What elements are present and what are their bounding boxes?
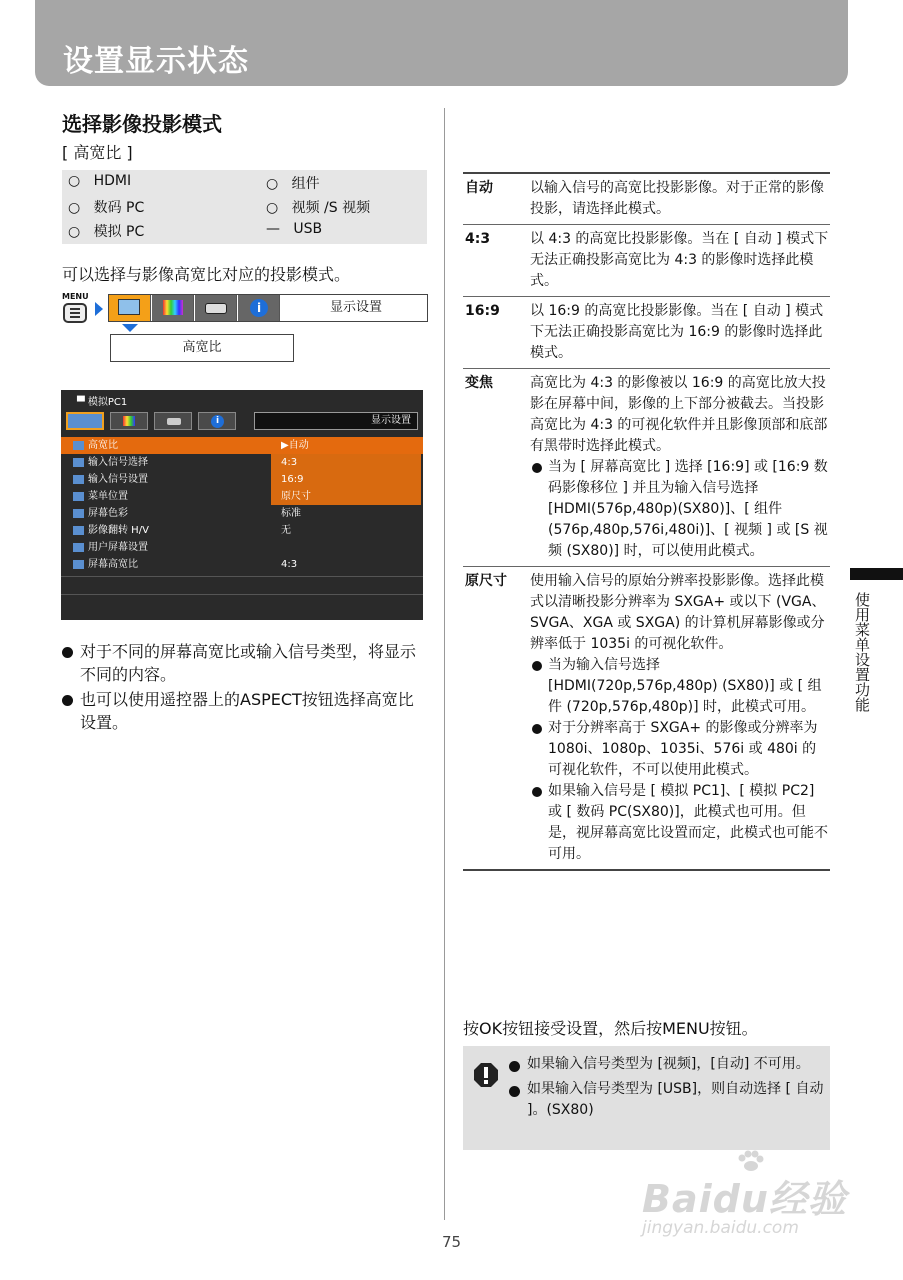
mode-name: 自动 [465, 180, 493, 196]
osd-color-tab-icon [110, 412, 148, 430]
osd-row: 菜单位置 原尺寸 [61, 488, 423, 505]
caution-box [463, 1046, 830, 1150]
mode-name: 变焦 [465, 375, 493, 391]
intro-text: 可以选择与影像高宽比对应的投影模式。 [62, 265, 351, 284]
table-row [463, 174, 830, 225]
mode-description: 高宽比为 4:3 的影像被以 16:9 的高宽比放大投影在屏幕中间，影像的上下部分被截去。当投影高宽比为 4:3 的可视化软件并且影像顶部和底部有黑带时选择此模式。 [530, 375, 828, 454]
aspect-mode-table [463, 172, 830, 871]
osd-input-title: ▀ 模拟PC1 [77, 397, 128, 408]
osd-row: 输入信号选择 4:3 [61, 454, 423, 471]
menu-sub-label: 高宽比 [110, 334, 294, 362]
menu-path-diagram [62, 292, 428, 364]
osd-row: 影像翻转 H/V 无 [61, 522, 423, 539]
note-item: 对于不同的屏幕高宽比或输入信号类型，将显示不同的内容。 [62, 640, 422, 686]
chapter-side-tab [850, 568, 903, 580]
projector-tab-icon [195, 295, 237, 321]
osd-projector-tab-icon [154, 412, 192, 430]
input-type-item: — USB [266, 221, 323, 237]
input-type-item: ○ 模拟 PC [68, 224, 145, 240]
mode-note: 对于分辨率高于 SXGA+ 的影像或分辨率为 1080i、1080p、1035i、576i 或 480i 的可视化软件，不可以使用此模式。 [530, 718, 830, 781]
mode-description: 使用输入信号的原始分辨率投影影像。选择此模式以清晰投影分辨率为 SXGA+ 或以下 (VGA、SVGA、XGA 或 SXGA) 的计算机屏幕影像或分辨率低于 1035i 的可视化软件。 [530, 573, 826, 652]
color-tab-icon [152, 295, 194, 321]
osd-row: 输入信号设置 16:9 [61, 471, 423, 488]
caution-item: 如果输入信号类型为 [视频]，[自动] 不可用。 [509, 1054, 825, 1075]
section-subtitle: [ 高宽比 ] [62, 143, 133, 162]
osd-row: 高宽比 ▶自动 [61, 437, 423, 454]
table-row [463, 297, 830, 369]
mode-description: 以 4:3 的高宽比投影影像。当在 [ 自动 ] 模式下无法正确投影高宽比为 4:3 的影像时选择此模式。 [530, 231, 829, 289]
page-number: 75 [441, 1233, 462, 1251]
mode-note: 当为输入信号选择 [HDMI(720p,576p,480p) (SX80)] 或 [ 组件 (720p,576p,480p)] 时，此模式可用。 [530, 655, 830, 718]
osd-divider [61, 594, 423, 595]
osd-tab-label: 显示设置 [254, 412, 418, 430]
osd-info-tab-icon: i [198, 412, 236, 430]
input-type-box [62, 170, 427, 244]
menu-label: MENU [62, 292, 89, 301]
section-title: 选择影像投影模式 [62, 112, 222, 136]
table-row [463, 225, 830, 297]
caution-icon [473, 1062, 499, 1088]
display-tab-icon [109, 295, 151, 321]
input-type-item: ○ 视频 /S 视频 [266, 200, 371, 216]
watermark-main: Baidu经验 [642, 1177, 847, 1221]
watermark [640, 1150, 850, 1250]
osd-divider [61, 576, 423, 577]
watermark-sub: jingyan.baidu.com [642, 1218, 799, 1238]
ok-instruction: 按OK按钮接受设置，然后按MENU按钮。 [463, 1019, 758, 1038]
left-notes [62, 640, 422, 736]
input-type-item: ○ 组件 [266, 176, 320, 192]
mode-note: 如果输入信号是 [ 模拟 PC1]、[ 模拟 PC2] 或 [ 数码 PC(SX80)]，此模式也可用。但是，视屏幕高宽比设置而定，此模式也可能不可用。 [530, 781, 830, 865]
osd-row: 屏幕高宽比 4:3 [61, 556, 423, 573]
table-row [463, 567, 830, 869]
caution-item: 如果输入信号类型为 [USB]，则自动选择 [ 自动 ]。(SX80) [509, 1079, 825, 1121]
mode-name: 16:9 [465, 303, 500, 319]
osd-display-tab-icon [66, 412, 104, 430]
mode-name: 4:3 [465, 231, 491, 247]
column-divider [444, 108, 445, 1220]
page-title: 设置显示状态 [63, 44, 249, 79]
arrow-right-icon [95, 302, 103, 316]
note-item: 也可以使用遥控器上的ASPECT按钮选择高宽比设置。 [62, 688, 422, 734]
page-header [35, 0, 848, 86]
mode-note: 当为 [ 屏幕高宽比 ] 选择 [16:9] 或 [16:9 数码影像移位 ] 并且为输入信号选择 [HDMI(576p,480p)(SX80)]、[ 组件 (576p,480p,576i,480i)]、[ 视频 ] 或 [S 视频 (SX80)] 时，可以使用此模式。 [530, 457, 830, 562]
mode-description: 以 16:9 的高宽比投影影像。当在 [ 自动 ] 模式下无法正确投影高宽比为 16:9 的影像时选择此模式。 [530, 303, 824, 361]
menu-tab-label: 显示设置 [329, 300, 382, 315]
chapter-side-label: 使用菜单设置功能 [853, 592, 871, 712]
info-tab-icon: i [238, 295, 280, 321]
table-row [463, 369, 830, 567]
arrow-down-icon [122, 324, 138, 332]
mode-description: 以输入信号的高宽比投影影像。对于正常的影像投影，请选择此模式。 [530, 180, 824, 217]
input-type-item: ○ HDMI [68, 173, 132, 189]
osd-row: 屏幕色彩 标准 [61, 505, 423, 522]
input-type-item: ○ 数码 PC [68, 200, 145, 216]
mode-name: 原尺寸 [465, 573, 507, 589]
osd-tab-bar [66, 412, 418, 432]
osd-row: 用户屏幕设置 [61, 539, 423, 556]
menu-button-icon [62, 292, 90, 324]
osd-menu-screenshot [61, 390, 423, 620]
menu-tab-bar [108, 294, 428, 322]
